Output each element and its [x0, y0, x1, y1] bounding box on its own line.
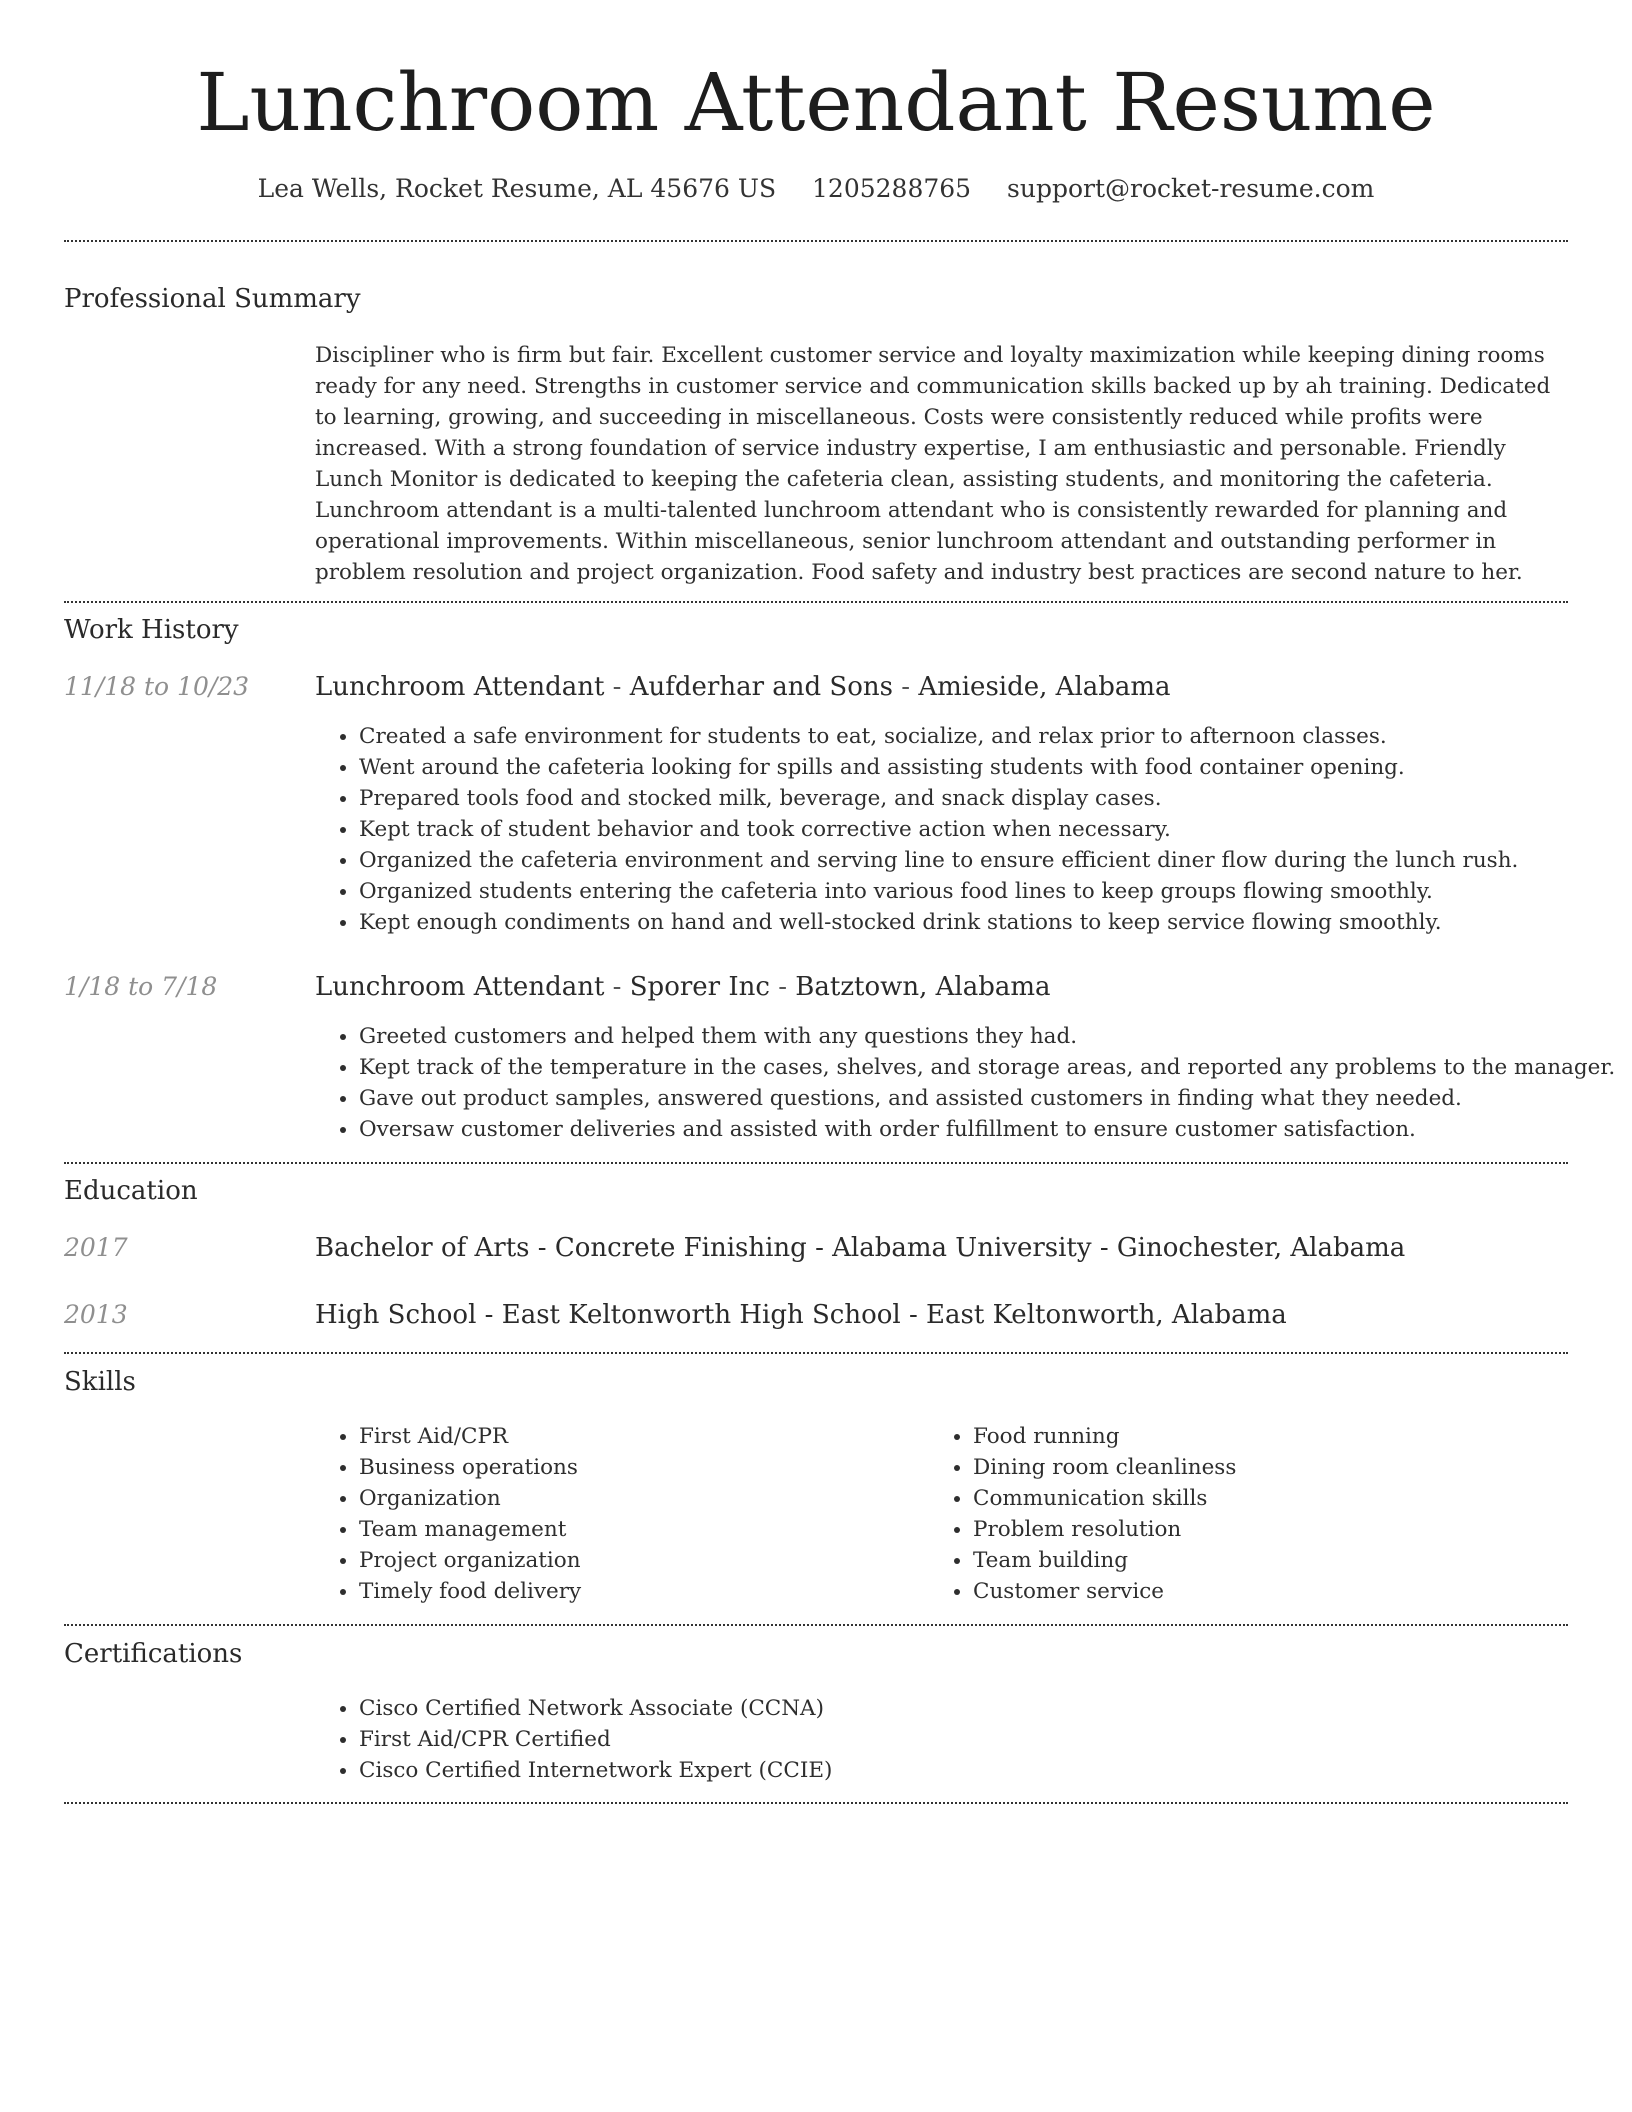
list-item: • Kept track of the temperature in the cases, shelves, and storage areas, and reported any problems to the manager. — [359, 1052, 1619, 1083]
contact-email: support@rocket-resume.com — [1007, 174, 1375, 203]
job-dates: 11/18 to 10/23 — [64, 672, 250, 701]
job-duties-list — [315, 1021, 1619, 1145]
certifications-list — [315, 1693, 1359, 1786]
job-location: Amieside, Alabama — [918, 672, 1171, 702]
list-item: • First Aid/CPR — [359, 1421, 939, 1452]
list-item: • Problem resolution — [973, 1514, 1593, 1545]
list-item: • Food running — [973, 1421, 1593, 1452]
divider — [64, 1624, 1568, 1626]
job-company: Sporer Inc — [629, 972, 770, 1002]
list-item: • First Aid/CPR Certified — [359, 1724, 1359, 1755]
skills-heading: Skills — [64, 1367, 136, 1397]
list-item: • Greeted customers and helped them with any questions they had. — [359, 1021, 1619, 1052]
education-school: Alabama University — [832, 1233, 1092, 1263]
education-degree: High School — [315, 1300, 477, 1330]
contact-phone: 1205288765 — [812, 174, 972, 203]
skills-list-left — [315, 1421, 939, 1607]
divider — [64, 240, 1568, 242]
list-item: • Oversaw customer deliveries and assisted with order fulfillment to ensure customer satisfaction. — [359, 1114, 1619, 1145]
work-history-heading: Work History — [64, 615, 239, 645]
list-item: • Dining room cleanliness — [973, 1452, 1593, 1483]
divider — [64, 1802, 1568, 1804]
list-item: • Gave out product samples, answered questions, and assisted customers in finding what they needed. — [359, 1083, 1619, 1114]
contact-address: Lea Wells, Rocket Resume, AL 45676 US — [257, 174, 777, 203]
list-item: • Kept track of student behavior and took corrective action when necessary. — [359, 814, 1619, 845]
list-item: • Created a safe environment for students to eat, socialize, and relax prior to afternoon classes. — [359, 721, 1619, 752]
list-item: • Business operations — [359, 1452, 939, 1483]
list-item: • Cisco Certified Network Associate (CCNA) — [359, 1693, 1359, 1724]
job-title: Lunchroom Attendant — [315, 672, 605, 702]
list-item: • Team management — [359, 1514, 939, 1545]
education-location: East Keltonworth, Alabama — [926, 1300, 1287, 1330]
job-title-line: Lunchroom Attendant - Aufderhar and Sons - Amieside, Alabama — [315, 672, 1171, 702]
contact-line — [0, 169, 1632, 209]
divider — [64, 1352, 1568, 1354]
list-item: • Kept enough condiments on hand and well-stocked drink stations to keep service flowing smoothly. — [359, 907, 1619, 938]
summary-text: Discipliner who is firm but fair. Excellent customer service and loyalty maximization while keeping dining rooms ready for any need. Strengths in customer service and communication skills backed up by ah training. Dedicated to learning, growing, and succeeding in miscellaneous. Costs were consistently reduced while profits were increased. With a strong foundation of service industry expertise, I am enthusiastic and personable. Friendly Lunch Monitor is dedicated to keeping the cafeteria clean, assisting students, and monitoring the cafeteria. Lunchroom attendant is a multi-talented lunchroom attendant who is consistently rewarded for planning and operational improvements. Within miscellaneous, senior lunchroom attendant and outstanding performer in problem resolution and project organization. Food safety and industry best practices are second nature to her. — [315, 343, 1551, 585]
job-dates: 1/18 to 7/18 — [64, 972, 218, 1001]
list-item: • Team building — [973, 1545, 1593, 1576]
education-school: East Keltonworth High School — [501, 1300, 901, 1330]
list-item: • Organized students entering the cafeteria into various food lines to keep groups flowing smoothly. — [359, 876, 1619, 907]
list-item: • Timely food delivery — [359, 1576, 939, 1607]
list-item: • Customer service — [973, 1576, 1593, 1607]
resume-title: Lunchroom Attendant Resume — [196, 56, 1436, 149]
divider — [64, 1162, 1568, 1164]
education-degree: Bachelor of Arts — [315, 1233, 530, 1263]
job-title-line: Lunchroom Attendant - Sporer Inc - Batztown, Alabama — [315, 972, 1051, 1002]
education-year: 2017 — [64, 1233, 128, 1262]
education-field: Concrete Finishing — [554, 1233, 807, 1263]
job-location: Batztown, Alabama — [795, 972, 1051, 1002]
job-company: Aufderhar and Sons — [629, 672, 893, 702]
list-item: • Project organization — [359, 1545, 939, 1576]
list-item: • Organized the cafeteria environment and serving line to ensure efficient diner flow during the lunch rush. — [359, 845, 1619, 876]
list-item: • Went around the cafeteria looking for spills and assisting students with food container opening. — [359, 752, 1619, 783]
list-item: • Organization — [359, 1483, 939, 1514]
list-item: • Communication skills — [973, 1483, 1593, 1514]
skills-list-right — [929, 1421, 1593, 1607]
list-item: • Prepared tools food and stocked milk, beverage, and snack display cases. — [359, 783, 1619, 814]
list-item: • Cisco Certified Internetwork Expert (CCIE) — [359, 1755, 1359, 1786]
summary-heading: Professional Summary — [64, 284, 361, 314]
education-year: 2013 — [64, 1300, 128, 1329]
certifications-heading: Certifications — [64, 1639, 243, 1669]
education-entry: High School - East Keltonworth High School - East Keltonworth, Alabama — [315, 1300, 1287, 1330]
education-location: Ginochester, Alabama — [1116, 1233, 1406, 1263]
education-heading: Education — [64, 1176, 198, 1206]
job-title: Lunchroom Attendant — [315, 972, 605, 1002]
job-duties-list — [315, 721, 1619, 938]
divider — [64, 601, 1568, 603]
education-entry: Bachelor of Arts - Concrete Finishing - Alabama University - Ginochester, Alabama — [315, 1233, 1406, 1263]
